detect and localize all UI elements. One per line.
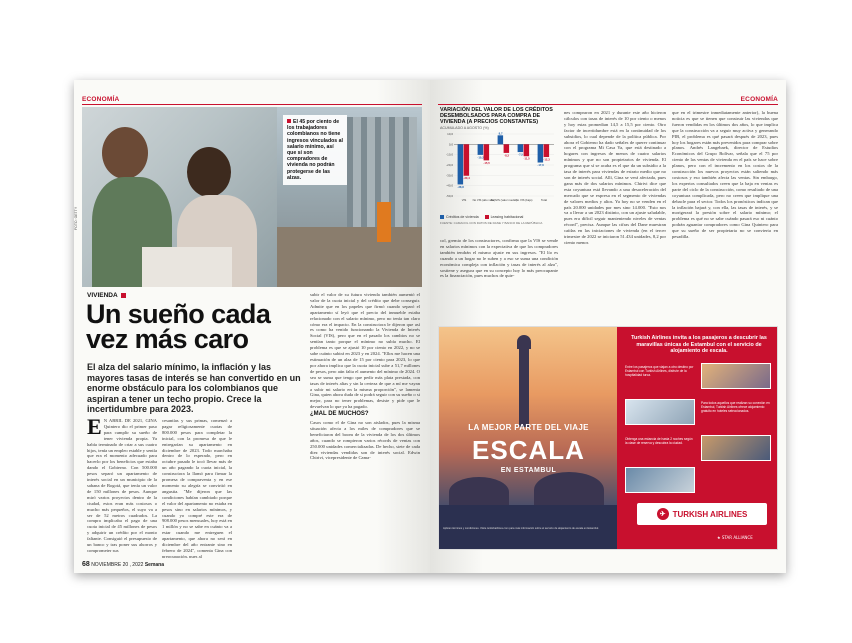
subhead: ¿MAL DE MUCHOS? bbox=[310, 411, 369, 418]
body-column-3: que en el trimestre inmediatamente anterior), la buena noticia es que se tienen que construir las viviendas que fueron vendidas en los últimos dos años, lo que implica que la construcción va a seguir muy activa y generando PIB, el problema es qué pasará después de 2023, pues hoy los hogares están más prevenidos para comprar sobre planos. Andrés Langebaek, director de Estudios Económicos del Grupo Bolívar, señala que el 75 por ciento de las ventas de vivienda en el país se hace sobre planos, pero con el incremento en los costos de la construcción los nuevos proyectos están saliendo más costosos y eso también afecta las ventas. Sin embargo, los expertos consultados creen que la baja en ventas es parte del ciclo de la construcción, como resultado de una coyuntura complicada, pero no creen que implique una debacle para el sector. Todos los pronósticos indican que la inflación bajará y, con ella, las tasas de interés, y se morigerará la presión sobre el salario mínimo; el problema es qué no se sabe cuándo pasará eso ni cuánto podrán aguantar compradores como Gina Quintero para que su sueño de ser propietaria no se convierta en pesadilla. bbox=[672, 110, 778, 240]
x-tick-label: No VIS (bajo) bbox=[515, 198, 533, 202]
bar bbox=[504, 144, 510, 153]
x-tick-label: VIS bbox=[461, 198, 467, 202]
magazine-spread bbox=[74, 80, 786, 573]
photo-credit: FOTO: GETTY bbox=[74, 206, 78, 230]
y-tick-label: 0,0 bbox=[448, 142, 453, 147]
section-rule bbox=[438, 104, 778, 105]
ad-tagline: LA MEJOR PARTE DEL VIAJE bbox=[468, 423, 589, 432]
construction-photo bbox=[277, 107, 422, 287]
left-page bbox=[74, 80, 430, 573]
bar bbox=[498, 135, 504, 144]
ad-photo bbox=[625, 467, 695, 493]
bar bbox=[538, 144, 544, 162]
photo-caption: El 45 por ciento de los trabajadores colombianos no tiene ingresos vinculados al salario mínimo, así que sí son compradores de vivienda no podrán protegerse de las alzas. bbox=[283, 115, 347, 185]
body-column-3: subir el valor de su futura vivienda también aumentó el valor de la cuota inicial y del crédito que debe conseguir. Admite que en los papeles que firmó cuando separó el apartamento sí leyó que el precio del inmueble estaba relacionado con el salario mínimo, pero no tenía tan claro cómo era el impacto. En la constructora le dijeron que así es como ha venido funcionando la Vivienda de Interés Social (VIS), pero que en el pasado los cambios no se sentían tanto porque el mínimo no subía mucho. El problema es que se ajustó 10 por ciento en 2022, y no se sabe cuánto subirá en 2023 y en 2024. "Ellos me hacen una estimación de un alza de 15 por ciento para 2023, lo que por ahora implica que la cuota inicial sube a 51,7 millones de pesos, pero aún falta el aumento del mínimo de 2024. O sea se suma que tengo que pedir más plata prestada, con tasas de interés altas y sin la certeza de que a mí me vayan a subir mi salario en la misma proporción", se lamenta Gina, quien ahora duda de si podrá seguir con su sueño o si mejor, para no tener problemas, desiste y pide que le devuelvan lo que ya ha pagado. ¿MAL DE MUCHOS? Casos como el de Gina no son aislados, pues la misma situación afecta a los miles de compradores que se beneficiaron del boom de la vivienda de los dos últimos años, cuando se rompieron varios récords de ventas con 250.000 unidades comercializadas. De hecho, siete de cada diez viviendas vendidas son de interés social. Edwin Chirivi, vicepresidente de Cama- bbox=[310, 292, 420, 461]
legend-item: Créditos de vivienda bbox=[440, 215, 479, 219]
ad-paragraph: Entre los pasajeros que viajan a otro destino por Estambul con Turkish Airlines, disfrute de la hospitalidad turca. bbox=[625, 365, 694, 377]
right-page bbox=[430, 80, 786, 573]
data-label: -10,2 bbox=[477, 155, 484, 160]
section-tag: ECONOMÍA bbox=[82, 96, 120, 103]
data-label: -30,4 bbox=[463, 176, 470, 181]
y-tick-label: 10,0 bbox=[447, 132, 453, 136]
kicker: VIVIENDA bbox=[87, 292, 126, 299]
ad-brand-logo[interactable]: ✈ TURKISH AIRLINES bbox=[637, 503, 767, 525]
bar bbox=[484, 144, 490, 160]
body-column-2: nes compraron en 2021 y durante este año hicieron cálculos con tasas de interés de 10 por ciento o menos y hoy estas promedian 14,5 a 15,5 por ciento. Otro factor de incertidumbre está en la continuidad de los subsidios, lo cual depende de la política pública. Por ahora el Gobierno ha dado señales de querer continuar con el programa Mi Casa Ya, que está destinado a hogares con ingresos de menos de cuatro salarios mínimos y que no son propietarios de vivienda. El programa que sí se acaba es el que da un subsidio a la tasa de interés para viviendas de estrato medio que no son de interés social. Allí, Gina se verá afectada, pues gana más de dos salarios mínimos. Chirivi dice que esta coyuntura está llevando a una desaceleración del mercado que se expresa en el segmento de viviendas de valores medios y altos. Ya hoy no se venden en el país 20.000 unidades por mes sino 14.000. "Esto nos va a llevar a un 2023 distinto, con un ajuste saludable, pues era difícil seguir manteniendo niveles de ventas récord", precisa. Aunque las cifras del Dane muestran caídas en las iniciaciones de vivienda (en el tercer trimestre de 2022 se iniciaron 51.434 unidades, 8,2 por ciento menos bbox=[564, 110, 666, 245]
x-tick-label: No VIS (alto valor) bbox=[472, 198, 496, 202]
ad-photo bbox=[701, 363, 771, 389]
y-tick-label: -30,0 bbox=[446, 173, 453, 178]
bar bbox=[464, 144, 470, 175]
bar bbox=[524, 144, 530, 156]
data-label: -7,5 bbox=[518, 152, 524, 157]
data-label: -11,5 bbox=[523, 156, 530, 161]
ad-headline: Turkish Airlines invita a los pasajeros a descubrir las maravillas únicas de Estambul con el servicio de alojamiento de escala. bbox=[631, 335, 767, 354]
credit-variation-chart bbox=[440, 107, 558, 235]
bar bbox=[458, 144, 464, 184]
ad-fine-print: Aplican términos y condiciones. Visite turkishairlines.com para más información sobre el servicio de alojamiento de escala en Estambul. bbox=[443, 527, 599, 530]
bird-logo-icon: ✈ bbox=[657, 508, 669, 520]
body-column-1: col, gremio de los constructores, confirma que la VIS se vende en salarios mínimos con la expectativa de que los compradores también tendrán el mismo ajuste en sus ingresos. "El lío es cuando a un hogar no le suben y a eso se suma una condición económica compleja con inflación y tasas de interés al alza", sostiene y asegura que en su concepto hoy lo más preocupante es la financiación, pues muchos de quie- bbox=[440, 238, 558, 279]
ad-istanbul-image bbox=[439, 327, 617, 550]
legend-item: Leasing habitacional bbox=[485, 215, 524, 219]
y-tick-label: -10,0 bbox=[446, 152, 453, 157]
chart-subtitle: ACUMULADO A AGOSTO (%) bbox=[440, 126, 489, 130]
y-tick-label: -40,0 bbox=[446, 183, 453, 188]
bar bbox=[478, 144, 484, 155]
data-label: -8,3 bbox=[504, 153, 510, 158]
star-alliance-label: ★ STAR ALLIANCE bbox=[717, 535, 753, 540]
headline: Un sueño cada vez más caro bbox=[86, 299, 271, 354]
data-label: 8,7 bbox=[498, 131, 503, 136]
ad-paragraph: Obtenga una estancia de hasta 2 noches según la clase de reserva y descubra la ciudad. bbox=[625, 437, 693, 445]
y-tick-label: -20,0 bbox=[446, 163, 453, 167]
couple-photo bbox=[82, 107, 277, 287]
turkish-airlines-ad[interactable] bbox=[438, 326, 778, 550]
ad-photo bbox=[701, 435, 771, 461]
folio: 68 NOVIEMBRE 20 , 2022 Semana bbox=[82, 561, 165, 568]
ad-big-word: ESCALA bbox=[472, 435, 585, 465]
bar bbox=[544, 144, 550, 157]
ad-city: EN ESTAMBUL bbox=[500, 467, 557, 474]
data-label: -17,6 bbox=[537, 163, 544, 168]
ad-paragraph: Para todos aquellos que realizan su conexión en Estambul, Turkish Airlines ofrece alojamiento gratuito en hoteles seleccionados. bbox=[701, 401, 770, 413]
chart-legend bbox=[440, 215, 558, 219]
y-tick-label: -50,0 bbox=[446, 194, 453, 198]
body-column-1: E N ABRIL DE 2021, GINA Quintero dio el primer paso para cumplir su sueño de tener vivienda propia. Ya había terminado de criar a sus cuatro hijos, tenía un empleo estable y sentía que era el momento adecuado para hacerlo por los beneficios que estaba dando el Gobierno. Con 500.000 pesos separó un apartamento de interés social en un municipio de la sabana de Bogotá, que tenía un valor de 150 millones de pesos. Aunque miró varios proyectos dentro de la ciudad, estos eran más costosos o mucho más pequeños, el suyo va a ser de 52 metros cuadrados. La compra implicaba el pago de una cuota inicial de 45 millones de pesos y adquirir un crédito por el monto faltante. Consiguió el presupuesto de un banco y tras poner sus ahorros y comprometer sus bbox=[87, 418, 157, 553]
x-tick-label: No VIS (valor medio) bbox=[491, 198, 517, 202]
deck: El alza del salario mínimo, la inflación y las mayores tasas de interés se han convertido en un enorme obstáculo para los colombianos que aspiran a tener un techo propio. Crece la incertidumbre para 2023. bbox=[87, 362, 301, 414]
section-tag: ECONOMÍA bbox=[740, 96, 778, 103]
chart-plot bbox=[440, 130, 558, 208]
ad-info-panel bbox=[617, 327, 778, 550]
data-label: -38,8 bbox=[457, 184, 464, 189]
bar bbox=[518, 144, 524, 152]
data-label: -12,3 bbox=[543, 157, 550, 162]
body-column-2: cesantías y sus primas, comenzó a pagar religiosamente cuotas de 800.000 pesos para completar la inicial, con la promesa de que le entregarían su apartamento en diciembre de 2023. Todo marchaba dentro de lo esperado, pero en octubre pasado le tocó llevar más de un año pagando la cuota inicial, la constructora la llamó para firmar la promesa de compraventa y en ese momento su alegría se convirtió en angustia. "Me dijeron que las condiciones habían cambiado porque el valor del apartamento no estaba en pesos sino en salarios mínimos, y cuando yo compré este era de 908.000 pesos mensuales, hoy está en 1 millón y no se sabe en cuánto va a estar cuando me entreguen el apartamento, que ahora no será en diciembre del año entrante sino en febrero de 2024", comenta Gina con preocupación, pues al bbox=[162, 418, 232, 558]
section-rule bbox=[82, 104, 422, 105]
ad-photo bbox=[625, 399, 695, 425]
chart-source: FUENTE: CAMACOL CON DATOS DE DANE Y BANCO DE LA REPÚBLICA bbox=[440, 221, 543, 226]
x-tick-label: Total bbox=[541, 198, 547, 202]
data-label: -15,5 bbox=[483, 160, 490, 165]
chart-title: VARIACIÓN DEL VALOR DE LOS CRÉDITOS DESEMBOLSADOS PARA COMPRA DE VIVIENDA (A PRECIOS CONSTANTES) bbox=[440, 107, 553, 125]
